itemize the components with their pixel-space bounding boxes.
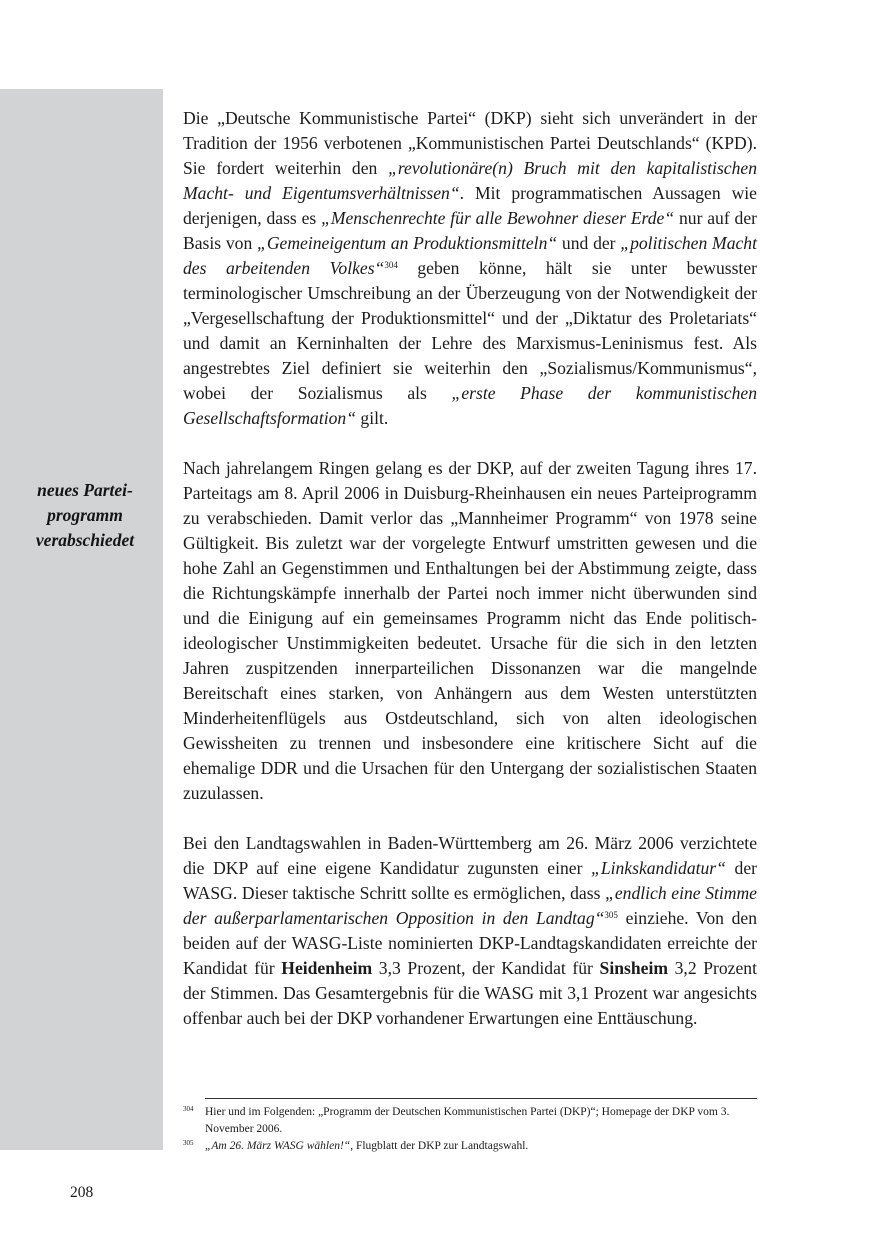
footnote-number: 305 [183, 1139, 194, 1147]
margin-note-line: neues Partei- [37, 480, 133, 500]
margin-note-line: verabschiedet [35, 530, 135, 550]
footnote-ref-305[interactable]: 305 [604, 910, 618, 920]
footnote-divider [205, 1098, 757, 1099]
footnote-number: 304 [183, 1105, 194, 1113]
margin-note-line: programm [47, 505, 123, 525]
paragraph-2: Nach jahrelangem Ringen gelang es der DKP, auf der zweiten Tagung ihres 17. Parteitags am 8. April 2006 in Duisburg-Rheinhausen ein neues Parteiprogramm zu verabschieden. Damit verlor das „Mannheimer Programm“ von 1978 seine Gültigkeit. Bis zuletzt war der vorgelegte Entwurf umstritten gewesen und die hohe Zahl an Gegenstimmen und Enthaltungen bei der Abstimmung zeigte, dass die Richtungskämpfe innerhalb der Partei noch immer nicht überwunden sind und die Einigung auf ein gemeinsames Programm nicht das Ende politisch-ideologischer Unstimmigkeiten bedeutet. Ursache für die sich in den letzten Jahren zuspitzenden innerparteilichen Dissonanzen war die mangelnde Bereitschaft eines starken, von Anhängern aus dem Westen unterstützten Minderheitenflügels aus Ostdeutschland, sich von alten ideologischen Gewissheiten zu trennen und insbesondere eine kritischere Sicht auf die ehemalige DDR und die Ursachen für den Untergang der sozialistischen Staaten zuzulassen. [183, 458, 757, 803]
text-run: . Mit programmatischen Aussagen wie derjenigen, dass es [183, 183, 757, 228]
paragraph-3 [183, 831, 757, 1031]
text-run: Die „Deutsche Kommunistische Partei“ (DKP) sieht sich unverändert in der Tradition der 1956 verbotenen „Kommunistischen Partei Deutschlands“ (KPD). Sie fordert weiterhin den [183, 108, 757, 178]
footnote-text: Hier und im Folgenden: „Programm der Deutschen Kommunistischen Partei (DKP)“; Homepage der DKP vom 3. November 2006. [205, 1106, 730, 1135]
quote: „Gemeineigentum an Produktionsmitteln“ [257, 233, 558, 253]
text-run: Bei den Landtagswahlen in Baden-Württemberg am 26. März 2006 verzichtete die DKP auf eine eigene Kandidatur zugunsten einer [183, 833, 757, 878]
text-run: 3,3 Prozent, der Kandidat für [372, 958, 600, 978]
text-run: der WASG. Dieser taktische Schritt sollte es ermöglichen, dass [183, 858, 758, 903]
quote: „Menschenrechte für alle Bewohner dieser Erde“ [321, 208, 675, 228]
place-sinsheim: Sinsheim [599, 958, 668, 978]
footnotes [183, 1104, 757, 1155]
body-text [183, 106, 757, 1056]
quote: „revolutionäre(n) Bruch mit den kapitalistischen Macht- und Eigentumsverhältnissen“ [183, 158, 757, 203]
footnote-title: „Am 26. März WASG wählen!“ [205, 1140, 351, 1152]
footnote-text: , Flugblatt der DKP zur Landtagswahl. [350, 1140, 529, 1152]
margin-bar [0, 89, 163, 1150]
footnote-ref-304[interactable]: 304 [384, 260, 398, 270]
text-run: und der [557, 233, 621, 253]
text-run: gilt. [356, 408, 389, 428]
footnote-304 [183, 1104, 757, 1138]
footnote-305 [183, 1138, 757, 1155]
margin-note [10, 478, 160, 553]
quote: „erste Phase der kommunistischen Gesellschaftsformation“ [183, 383, 758, 428]
quote: „politischen Macht des arbeitenden Volkes“ [183, 233, 757, 278]
page-number: 208 [70, 1184, 94, 1201]
quote: „endlich eine Stimme der außerparlamentarischen Opposition in den Landtag“ [183, 883, 757, 928]
text-run: geben könne, hält sie unter bewusster terminologischer Umschreibung an der Überzeugung von der Notwendigkeit der „Vergesellschaftung der Produktionsmittel“ und der „Diktatur des Proletariats“ und damit an Kerninhalten der Lehre des Marxismus-Leninismus fest. Als angestrebtes Ziel definiert sie weiterhin den „Sozialismus/Kommunismus“, wobei der Sozialismus als [183, 258, 757, 403]
quote: „Linkskandidatur“ [591, 858, 726, 878]
paragraph-1 [183, 106, 757, 431]
place-heidenheim: Heidenheim [281, 958, 373, 978]
text-run: nur auf der Basis von [183, 208, 757, 253]
text-run: einziehe. Von den beiden auf der WASG-Liste nominierten DKP-Landtagskandidaten erreichte der Kandidat für [183, 908, 757, 978]
text-run: 3,2 Prozent der Stimmen. Das Gesamtergebnis für die WASG mit 3,1 Prozent war angesichts offenbar auch bei der DKP vorhandener Erwartungen eine Enttäuschung. [183, 958, 757, 1028]
